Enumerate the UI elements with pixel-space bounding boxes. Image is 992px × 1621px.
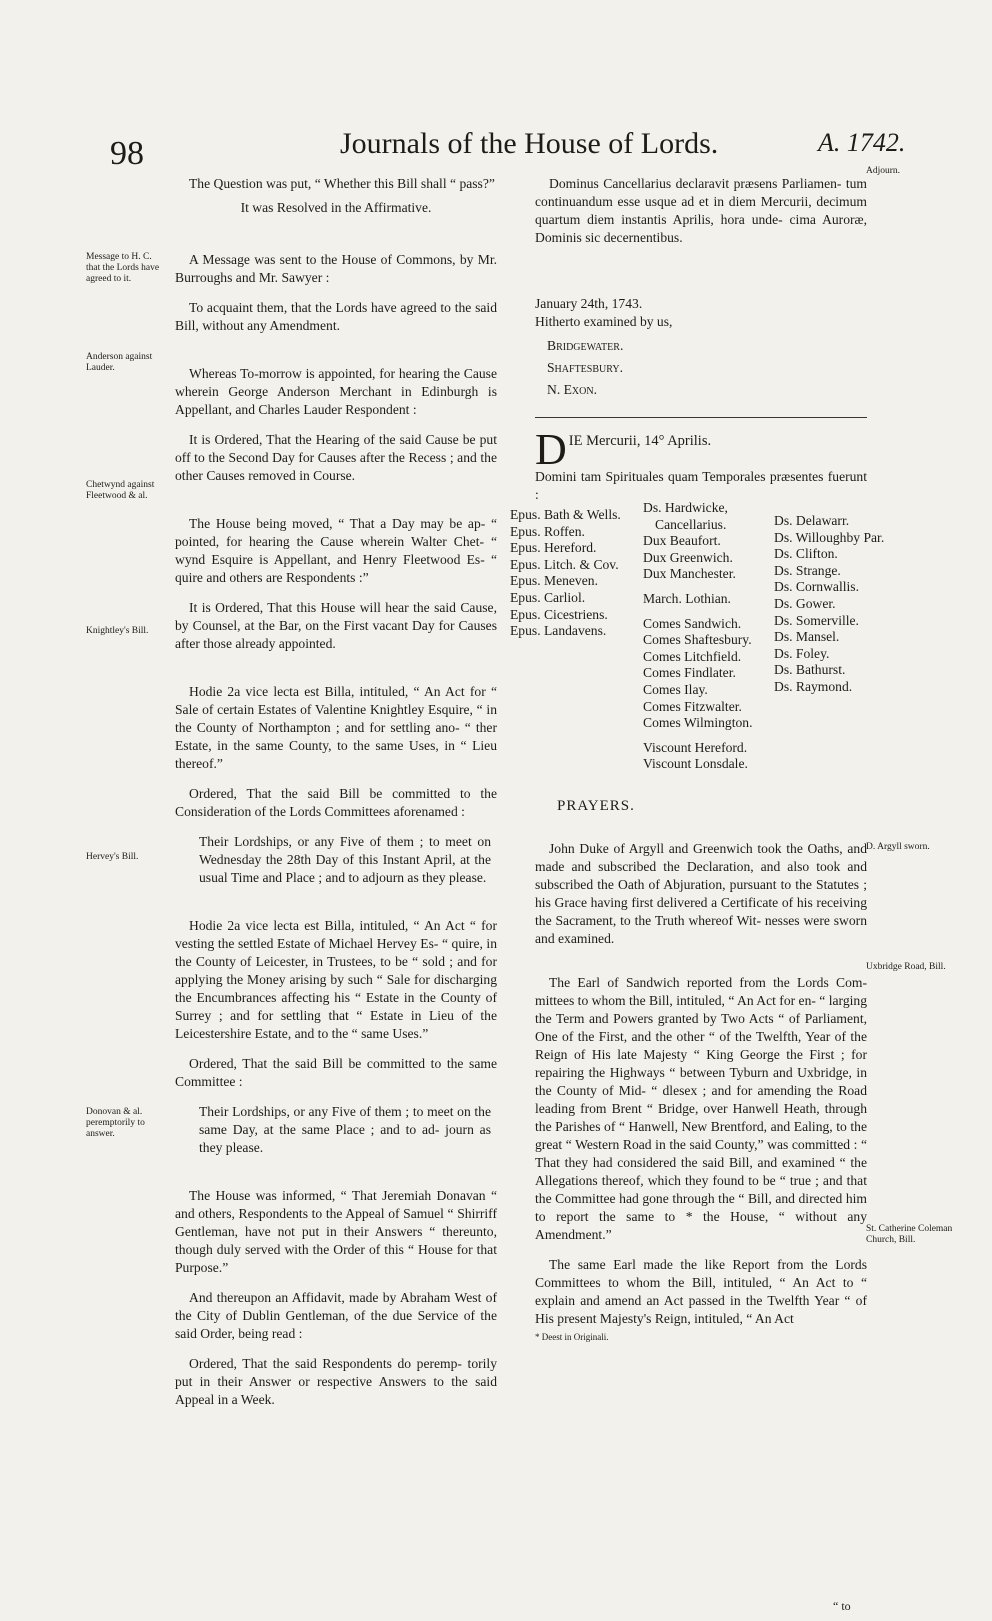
right-column-top bbox=[535, 175, 867, 516]
paragraph: The House being moved, “ That a Day may be ap- “ pointed, for hearing the Cause wherein Walter Chet- “ wynd Esquire is Appellant, and Henry Fleetwood Es- “ quire and others are Respondents :” bbox=[175, 516, 497, 585]
list-item: Comes Litchfield. bbox=[643, 648, 742, 664]
margin-note-knightley: Knightley's Bill. bbox=[86, 626, 149, 636]
margin-note-adjourn: Adjourn. bbox=[866, 166, 901, 176]
list-item: Dux Beaufort. bbox=[643, 533, 721, 549]
list-item: Viscount Hereford. bbox=[643, 739, 748, 755]
paragraph: The Question was put, “ Whether this Bill shall “ pass?” bbox=[189, 176, 495, 191]
paragraph: It is Ordered, That the Hearing of the said Cause be put off to the Second Day for Causes after the Recess ; and the other Causes removed in Course. bbox=[175, 432, 497, 483]
sitting-date-text: IE Mercurii, 14° Aprilis. bbox=[568, 433, 712, 449]
signers bbox=[547, 337, 867, 399]
paragraph: Hodie 2a vice lecta est Billa, intituled, “ An Act for “ Sale of certain Estates of Valentine Knightley Esquire, “ in the County of Northampton ; and for settling ano- “ ther Estate, in the same County, to the same Uses, in “ Lieu thereof.” bbox=[175, 684, 497, 771]
examined-date: January 24th, 1743. bbox=[535, 296, 643, 311]
paragraph: Ordered, That the said Respondents do peremp- torily put in their Answer or respective Answers to the said Appeal in a Week. bbox=[175, 1356, 497, 1407]
list-item: Viscount Lonsdale. bbox=[643, 756, 748, 772]
list-item: Ds. Gower. bbox=[774, 595, 836, 611]
right-column-bottom bbox=[535, 840, 867, 1358]
paragraph: Ordered, That the said Bill be committed to the same Committee : bbox=[175, 1056, 497, 1089]
margin-note-chetwynd: Chetwynd against Fleetwood & al. bbox=[86, 480, 155, 501]
running-title: Journals of the House of Lords. bbox=[340, 127, 719, 160]
list-item: Epus. Cicestriens. bbox=[510, 606, 608, 622]
list-item: March. Lothian. bbox=[643, 590, 731, 606]
list-item: Ds. Foley. bbox=[774, 645, 830, 661]
paragraph: Ordered, That the said Bill be committed to the Consideration of the Lords Committees aforenamed : bbox=[175, 786, 497, 819]
list-item: Epus. Carliol. bbox=[510, 589, 586, 605]
page-number: 98 bbox=[110, 135, 144, 172]
margin-note-anderson: Anderson against Lauder. bbox=[86, 352, 153, 373]
margin-note-argyll: D. Argyll sworn. bbox=[866, 842, 930, 852]
margin-note-donovan: Donovan & al. peremptorily to answer. bbox=[86, 1107, 145, 1139]
list-item: Comes Fitzwalter. bbox=[643, 698, 742, 714]
paragraph: The House was informed, “ That Jeremiah Donavan “ and others, Respondents to the Appeal of Samuel “ Shirriff Gentleman, have not put in their Answers “ thereunto, though duly served with the Order of this “ House for that Purpose.” bbox=[175, 1188, 497, 1275]
peers-list bbox=[643, 500, 752, 773]
list-item: Comes Shaftesbury. bbox=[643, 632, 752, 648]
lords-present-heading: Domini tam Spirituales quam Temporales præsentes fuerunt : bbox=[535, 469, 867, 502]
drop-cap: D bbox=[535, 425, 567, 474]
list-item: Comes Findlater. bbox=[643, 665, 736, 681]
list-item: Cancellarius. bbox=[655, 516, 727, 532]
list-item: Comes Sandwich. bbox=[643, 615, 742, 631]
adjournment-paragraph: Dominus Cancellarius declaravit præsens Parliamen- tum continuandum esse usque ad et in diem Mercurii, decimum quartum diem instantis Aprilis, hora unde- cima Auroræ, Dominis sic decernentibus. bbox=[535, 176, 867, 245]
paragraph: John Duke of Argyll and Greenwich took the Oaths, and made and subscribed the Declaration, and also took and subscribed the Oath of Abjuration, pursuant to the Statutes ; his Grace having first delivered a Certificate of his receiving the Sacrament, to the Truth whereof Wit- nesses were sworn and examined. bbox=[535, 841, 867, 946]
list-item: Ds. Clifton. bbox=[774, 546, 838, 562]
left-column bbox=[175, 175, 497, 1421]
signer: Bridgewater. bbox=[547, 338, 624, 353]
margin-note-st-catherine: St. Catherine Coleman Church, Bill. bbox=[866, 1224, 953, 1245]
paragraph: The Earl of Sandwich reported from the Lords Com- mittees to whom the Bill, intituled, “ An Act for en- “ larging the Term and Powers granted by Two Acts “ of Parliament, One of the First, and the other “ of the Twelfth, Year of the Reign of His late Majesty “ King George the First ; for repairing the Highways “ between Tyburn and Uxbridge, in the County of Mid- “ dlesex ; and for amending the Road leading from Brent “ Bridge, over Hanwell Heath, through the Parishes of “ Hanwell, New Brentford, and Ealing, to the great “ Western Road in the said County,” was committed : “ That they had considered the said Bill, and examined “ the Allegations thereof, which they found to be “ true ; and that the Committee had gone through the “ Bill, and directed him to report the same to * the House, “ without any Amendment.” bbox=[535, 975, 867, 1242]
list-item: Dux Manchester. bbox=[643, 566, 736, 582]
list-item: Ds. Bathurst. bbox=[774, 662, 846, 678]
paragraph: To acquaint them, that the Lords have agreed to the said Bill, without any Amendment. bbox=[175, 300, 497, 333]
paragraph: Hodie 2a vice lecta est Billa, intituled, “ An Act “ for vesting the settled Estate of Michael Hervey Es- “ quire, in the County of Leicester, in Trustees, to be “ sold ; and for applying the Money arising by such “ Sale for discharging the Encumbrances affecting his “ Estate in the County of Surrey ; and for settling that “ Estate in Lieu of the Leicestershire Estate, and to the “ same Uses.” bbox=[175, 918, 497, 1041]
footnote: * Deest in Originali. bbox=[535, 1332, 609, 1342]
sitting-date-heading bbox=[535, 425, 867, 474]
barons-list bbox=[774, 513, 884, 696]
list-item: Ds. Raymond. bbox=[774, 678, 853, 694]
list-item: Ds. Hardwicke, bbox=[643, 500, 728, 515]
list-item: Epus. Meneven. bbox=[510, 573, 598, 589]
paragraph: It was Resolved in the Affirmative. bbox=[240, 200, 432, 215]
paragraph: A Message was sent to the House of Commons, by Mr. Burroughs and Mr. Sawyer : bbox=[175, 252, 497, 285]
margin-note-hervey: Hervey's Bill. bbox=[86, 852, 139, 862]
signer: N. Exon. bbox=[547, 382, 597, 397]
list-item: Ds. Willoughby Par. bbox=[774, 529, 885, 545]
list-item: Ds. Delawarr. bbox=[774, 513, 850, 528]
paragraph: It is Ordered, That this House will hear the said Cause, by Counsel, at the Bar, on the First vacant Day for Causes after those already appointed. bbox=[175, 600, 497, 651]
paragraph: The same Earl made the like Report from the Lords Committees to whom the Bill, intituled, “ An Act to “ explain and amend an Act passed in the Twelfth Year “ of His present Majesty's Reign, intituled, “ An Act bbox=[535, 1257, 867, 1326]
list-item: Ds. Somerville. bbox=[774, 612, 859, 628]
year-heading: A. 1742. bbox=[818, 128, 906, 157]
list-item: Epus. Landavens. bbox=[510, 623, 607, 639]
list-item: Epus. Bath & Wells. bbox=[510, 507, 621, 522]
catchword: “ to bbox=[833, 1599, 851, 1613]
bishops-list bbox=[510, 507, 621, 640]
paragraph: And thereupon an Affidavit, made by Abraham West of the City of Dublin Gentleman, of the due Service of the said Order, being read : bbox=[175, 1290, 497, 1341]
list-item: Epus. Hereford. bbox=[510, 540, 597, 556]
margin-note-message: Message to H. C. that the Lords have agreed to it. bbox=[86, 252, 160, 284]
paragraph: Whereas To-morrow is appointed, for hearing the Cause wherein George Anderson Merchant in Edinburgh is Appellant, and Charles Lauder Respondent : bbox=[175, 366, 497, 417]
list-item: Ds. Cornwallis. bbox=[774, 579, 859, 595]
margin-note-uxbridge: Uxbridge Road, Bill. bbox=[866, 962, 946, 972]
section-rule bbox=[535, 417, 867, 418]
prayers-heading: PRAYERS. bbox=[557, 798, 635, 814]
signer: Shaftesbury. bbox=[547, 360, 623, 375]
examined-by: Hitherto examined by us, bbox=[535, 314, 673, 329]
list-item: Comes Wilmington. bbox=[643, 715, 753, 731]
paragraph: Their Lordships, or any Five of them ; to meet on Wednesday the 28th Day of this Instant April, at the usual Time and Place ; and to adjourn as they please. bbox=[199, 834, 491, 885]
list-item: Ds. Strange. bbox=[774, 562, 841, 578]
list-item: Epus. Litch. & Cov. bbox=[510, 556, 619, 572]
list-item: Dux Greenwich. bbox=[643, 549, 733, 565]
list-item: Epus. Roffen. bbox=[510, 523, 585, 539]
list-item: Ds. Mansel. bbox=[774, 629, 840, 645]
paragraph: Their Lordships, or any Five of them ; to meet on the same Day, at the same Place ; and to ad- journ as they please. bbox=[199, 1104, 491, 1155]
list-item: Comes Ilay. bbox=[643, 681, 708, 697]
